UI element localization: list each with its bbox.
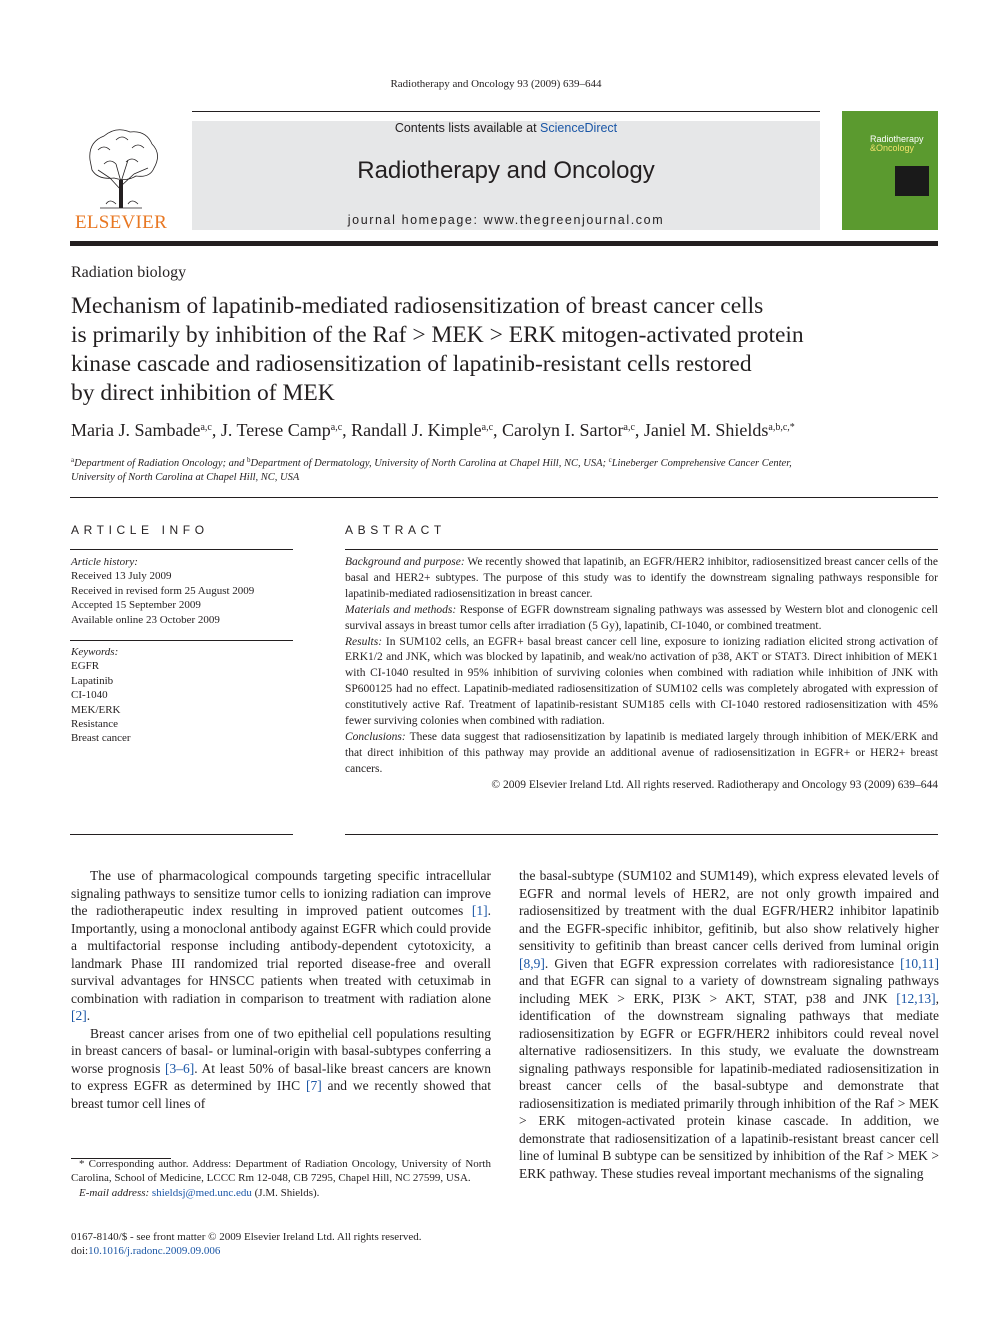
author-sup: a,c xyxy=(200,422,212,433)
history-item: Received 13 July 2009 xyxy=(71,570,172,583)
citation-link[interactable]: [1] xyxy=(471,903,488,918)
doi-line xyxy=(71,1244,511,1258)
article-info-heading: ARTICLE INFO xyxy=(71,523,209,537)
journal-homepage[interactable]: journal homepage: www.thegreenjournal.com xyxy=(347,213,665,227)
author-name: Janiel M. Shields xyxy=(643,420,769,440)
elsevier-wordmark: ELSEVIER xyxy=(74,212,168,233)
keyword: CI-1040 xyxy=(71,689,108,702)
issn-block xyxy=(71,1230,511,1259)
citation-link[interactable]: [8,9] xyxy=(519,955,545,971)
body-text: , identification of the downstream signaling pathways that mediate radiosensitization by EGFR or EGFR/HER2 inhibitors could reveal novel alternative radiosensitizers. In this study, we evaluate the downstream signaling pathways responsible for lapatinib-mediated radiosensitization in breast cancer cells of the basal-subtype and demonstrate that radiosensitization is mediated primarily through inhibition of the Raf > MEK > ERK mitogen-activated protein kinase cascade. In addition, we demonstrate that radiosensitization of a lapatinib-resistant breast cancer cell line of luminal B subtype can be sensitized by inhibition of the Raf > MEK > ERK pathway. These studies reveal important mechanisms of the signaling xyxy=(519,990,939,1181)
header-rule xyxy=(192,111,820,112)
keywords xyxy=(71,645,131,746)
contents-line xyxy=(192,121,820,135)
history-item: Accepted 15 September 2009 xyxy=(71,599,201,612)
citation-link[interactable]: [2] xyxy=(71,1008,87,1023)
author-list: Maria J. Sambade$^{a,c}$, J. Terese Camp$^{a,c}$, Randall J. Kimple$^{a,c}$, Carolyn I. Sartor$^{a,c}$, Janiel M. Shields$^{a,b,c,*}$ xyxy=(71,420,795,440)
contents-prefix: Contents lists available at xyxy=(394,121,537,135)
cover-title xyxy=(870,135,924,153)
body-paragraph xyxy=(71,1025,491,1113)
affil-sup: b xyxy=(247,456,251,464)
author-sup: a,c xyxy=(330,422,343,433)
doi-prefix: doi: xyxy=(71,1245,89,1258)
abstract-label: Materials and methods: xyxy=(345,603,457,616)
body-text: Breast cancer arises from one of two epithelial cell populations resulting in breast cancers of basal- or luminal-origin with basal-subtypes conferring a worse prognosis xyxy=(71,1025,491,1076)
abstract-text: We recently showed that lapatinib, an EGFR/HER2 inhibitor, radiosensitized breast cancer cells of the basal and HER2+ subtypes. The purpose of this study was to identify the downstream signaling pathways responsible for lapatinib-mediated radiosensitization in breast cancer. xyxy=(345,556,938,600)
author-sup: a,b,c,* xyxy=(768,422,795,433)
body-column-left xyxy=(71,867,491,1112)
title-line: is primarily by inhibition of the Raf > MEK > ERK mitogen-activated protein xyxy=(71,322,804,348)
body-text: . Importantly, using a monoclonal antibody against EGFR which could provide a multifactorial response including antibody-dependent cytotoxicity, a landmark Phase III randomized trial reported disease-free and overall survival advantages for HNSCC patients when treated with cetuximab in combination with radiation in comparison to treatment with radiation alone xyxy=(71,903,491,1006)
divider xyxy=(70,497,938,498)
article-title xyxy=(71,292,911,408)
abstract-body xyxy=(345,555,938,794)
title-line: kinase cascade and radiosensitization of lapatinib-resistant cells restored xyxy=(71,351,752,377)
abstract-section xyxy=(345,555,938,603)
cover-title-line1: Radiotherapy xyxy=(870,134,924,144)
history-item: Available online 23 October 2009 xyxy=(71,613,220,626)
article-info-bottom-rule xyxy=(70,834,293,835)
abstract-label: Conclusions: xyxy=(345,730,406,743)
body-column-right xyxy=(519,867,939,1182)
email-label: E-mail address: xyxy=(79,1186,150,1199)
email-link[interactable]: shieldsj@med.unc.edu xyxy=(151,1186,252,1199)
section-label: Radiation biology xyxy=(71,264,187,281)
corresponding-author: * Corresponding author. Address: Department of Radiation Oncology, University of North Carolina, School of Medicine, LCCC Rm 12-048, CB 7295, Chapel Hill, NC 27599, USA. xyxy=(71,1158,491,1185)
journal-cover xyxy=(842,111,938,230)
affil-text: Department of Dermatology, University of North Carolina at Chapel Hill, NC, USA; xyxy=(250,458,609,469)
author-name: J. Terese Camp xyxy=(220,420,331,440)
author-name: Carolyn I. Sartor xyxy=(502,420,624,440)
citation-link[interactable]: [12,13] xyxy=(896,990,936,1006)
doi-link[interactable]: 10.1016/j.radonc.2009.09.006 xyxy=(88,1245,221,1258)
affil-sup: a xyxy=(71,456,75,464)
body-text: and that EGFR can signal to a variety of downstream signaling pathways including MEK > ERK, PI3K > AKT, STAT, p38 and JNK xyxy=(519,973,939,1006)
citation-link[interactable]: [3–6] xyxy=(164,1060,195,1076)
issn-line: 0167-8140/$ - see front matter © 2009 Elsevier Ireland Ltd. All rights reserved. xyxy=(71,1231,422,1243)
keywords-rule xyxy=(70,640,293,641)
email-line xyxy=(71,1186,491,1200)
keyword: Breast cancer xyxy=(71,732,131,745)
body-text: . At least 50% of basal-like breast cancers are known to express EGFR as determined by IHC xyxy=(71,1060,491,1093)
keyword: Lapatinib xyxy=(71,674,114,687)
title-line: Mechanism of lapatinib-mediated radiosensitization of breast cancer cells xyxy=(71,293,764,319)
author-name: Randall J. Kimple xyxy=(351,420,482,440)
citation-link[interactable]: [7] xyxy=(305,1078,322,1093)
email-suffix: (J.M. Shields). xyxy=(251,1186,320,1199)
article-history xyxy=(71,555,254,627)
sciencedirect-link[interactable]: ScienceDirect xyxy=(540,121,618,135)
affil-text: University of North Carolina at Chapel Hill, NC, USA xyxy=(71,472,300,483)
body-text: the basal-subtype (SUM102 and SUM149), which express elevated levels of EGFR and normal levels of HER2, are not only growth impaired and radiosensitized by treatment with the dual EGFR/HER2 inhibitor lapatinib and the EGFR-specific inhibitor, gefitinib, but also show relatively higher sensitivity to gefitinib than breast cancer cells derived from luminal origin xyxy=(519,868,939,953)
running-head: Radiotherapy and Oncology 93 (2009) 639–644 xyxy=(390,78,602,90)
abstract-text: Response of EGFR downstream signaling pathways was assessed by Western blot and clonogenic cell survival assays in breast tumor cells after irradiation (5 Gy), lapatinib, CI-1040, or combined treatment. xyxy=(345,603,938,632)
keyword: MEK/ERK xyxy=(71,703,121,716)
affil-text: Lineberger Comprehensive Cancer Center, xyxy=(611,458,792,469)
abstract-text: In SUM102 cells, an EGFR+ basal breast cancer cell line, exposure to ionizing radiation elicited strong activation of ERK1/2 and JNK, which was blocked by lapatinib, and weak/no activation of p38, AKT or STAT3. Direct inhibition of MEK1 with CI-1040 resulted in 95% inhibition of surviving colonies when combined with radiation while inhibition of JNK with SP600125 had no effect. Lapatinib-mediated radiosensitization of SUM102 cells was completely abrogated with expression of constitutively active Raf. Treatment of lapatinib-resistant SUM185 cells with CI-1040 restored radiosensitization with 45% fewer surviving colonies when combined with radiation. xyxy=(345,635,938,728)
body-paragraph xyxy=(71,867,491,1025)
header-thick-rule xyxy=(70,241,938,246)
abstract-section xyxy=(345,635,938,730)
article-info-rule xyxy=(70,549,293,550)
abstract-label: Results: xyxy=(345,635,383,648)
author-sup: a,c xyxy=(481,422,494,433)
body-text: The use of pharmacological compounds targeting specific intracellular signaling pathways to sensitize tumor cells to ionizing radiation can improve the radiotherapeutic index resulting in improved patient outcomes xyxy=(71,868,491,918)
abstract-heading: ABSTRACT xyxy=(345,523,446,537)
history-item: Received in revised form 25 August 2009 xyxy=(71,584,255,597)
abstract-text: These data suggest that radiosensitization by lapatinib is mediated largely through inhibition of MEK/ERK and that direct inhibition of this pathway may provide an additional avenue of radiosensitization in EGFR+ or HER2+ breast cancers. xyxy=(345,730,938,775)
cover-image xyxy=(895,166,929,196)
keyword: EGFR xyxy=(71,660,100,673)
author-sup: a,c xyxy=(623,422,635,433)
abstract-bottom-rule xyxy=(345,834,938,835)
citation-link[interactable]: [10,11] xyxy=(900,955,939,971)
journal-name: Radiotherapy and Oncology xyxy=(357,157,655,184)
affil-text: Department of Radiation Oncology; and xyxy=(74,458,248,469)
keyword: Resistance xyxy=(71,718,119,731)
author-name: Maria J. Sambade xyxy=(71,420,201,440)
copyright: © 2009 Elsevier Ireland Ltd. All rights reserved. Radiotherapy and Oncology 93 (2009) 639–644 xyxy=(491,778,938,791)
cover-title-line2: &Oncology xyxy=(870,143,915,153)
affil-sup: c xyxy=(608,456,612,464)
title-line: by direct inhibition of MEK xyxy=(71,380,335,406)
abstract-section xyxy=(345,603,938,635)
body-text: and we recently showed that breast tumor cell lines of xyxy=(71,1078,491,1111)
affiliations xyxy=(71,453,941,485)
body-text: . xyxy=(86,1008,91,1023)
footnote xyxy=(71,1157,491,1200)
abstract-rule xyxy=(345,549,938,550)
keywords-label: Keywords: xyxy=(71,646,119,658)
body-paragraph xyxy=(519,867,939,1182)
abstract-section xyxy=(345,730,938,778)
history-label: Article history: xyxy=(71,556,138,568)
body-text: . Given that EGFR expression correlates with radioresistance xyxy=(544,955,901,971)
abstract-label: Background and purpose: xyxy=(345,556,465,568)
